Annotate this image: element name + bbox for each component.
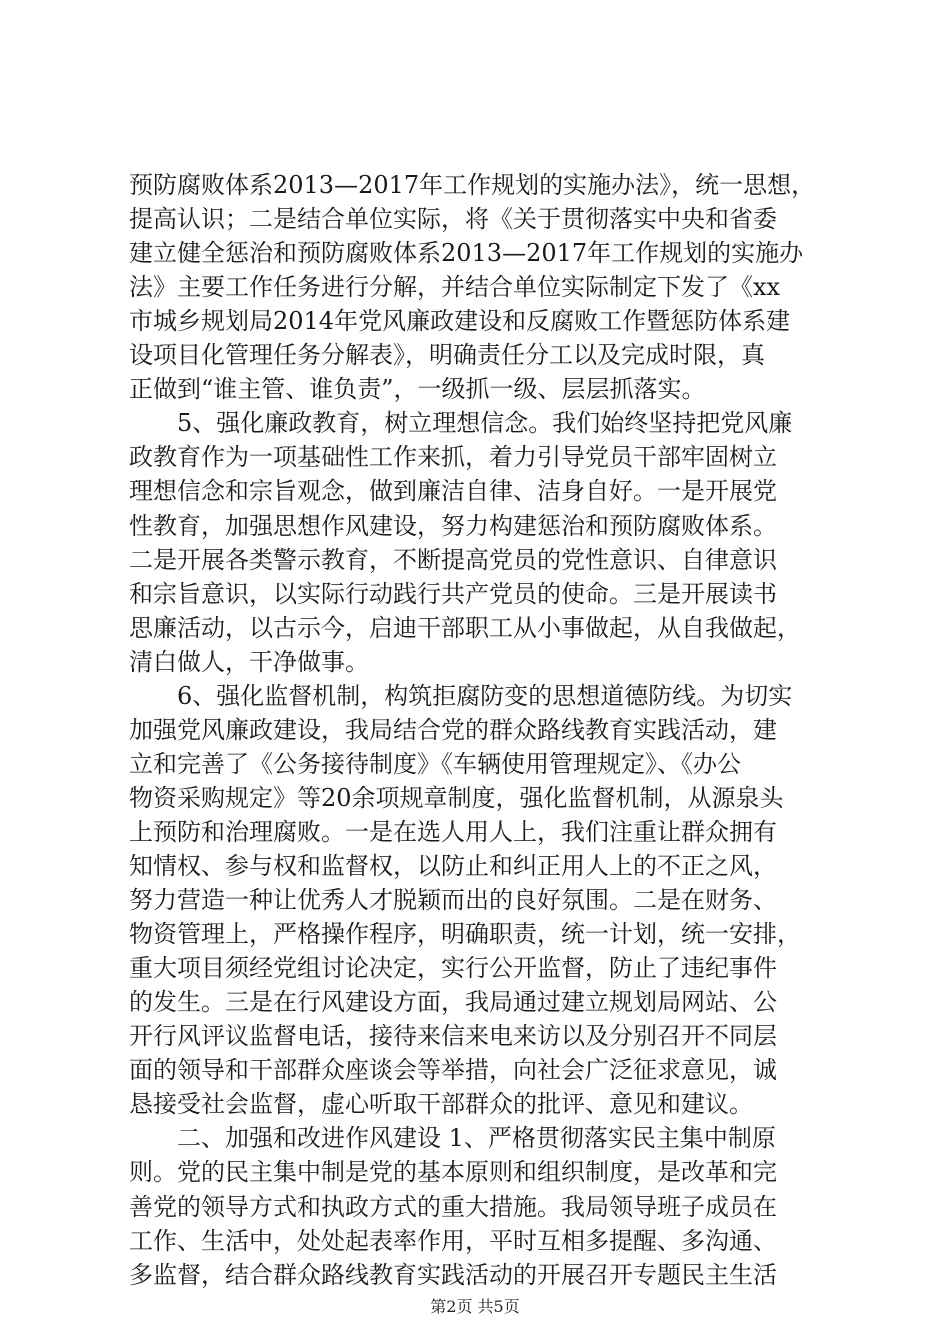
text-line: 二是开展各类警示教育，不断提高党员的党性意识、自律意识 bbox=[129, 545, 777, 574]
text-line: 市城乡规划局2014年党风廉政建设和反腐败工作暨惩防体系建 bbox=[129, 307, 791, 336]
text-line: 性教育，加强思想作风建设，努力构建惩治和预防腐败体系。 bbox=[129, 511, 777, 540]
text-line: 知情权、参与权和监督权，以防止和纠正用人上的不正之风， bbox=[129, 852, 777, 880]
text-line: 工作、生活中，处处起表率作用，平时互相多提醒、多沟通、 bbox=[129, 1226, 777, 1255]
text-line: 设项目化管理任务分解表》，明确责任分工以及完成时限，真 bbox=[129, 341, 765, 370]
text-line: 5、强化廉政教育，树立理想信念。我们始终坚持把党风廉 bbox=[129, 409, 793, 438]
text-line: 则。党的民主集中制是党的基本原则和组织制度，是改革和完 bbox=[129, 1158, 777, 1187]
text-line: 开行风评议监督电话，接待来信来电来访以及分别召开不同层 bbox=[129, 1022, 777, 1051]
text-line: 恳接受社会监督，虚心听取干部群众的批评、意见和建议。 bbox=[129, 1090, 753, 1119]
text-line: 二、加强和改进作风建设 1、严格贯彻落实民主集中制原 bbox=[129, 1124, 776, 1153]
text-line: 物资采购规定》等20余项规章制度，强化监督机制，从源泉头 bbox=[129, 783, 784, 812]
text-line: 建立健全惩治和预防腐败体系2013—2017年工作规划的实施办 bbox=[129, 239, 804, 268]
text-line: 清白做人，干净做事。 bbox=[129, 647, 369, 676]
text-line: 思廉活动，以古示今，启迪干部职工从小事做起，从自我做起， bbox=[129, 613, 801, 642]
text-line: 正做到“谁主管、谁负责”，一级抓一级、层层抓落实。 bbox=[129, 375, 706, 404]
text-line: 上预防和治理腐败。一是在选人用人上，我们注重让群众拥有 bbox=[129, 817, 777, 846]
text-line: 立和完善了《公务接待制度》《车辆使用管理规定》、《办公 bbox=[129, 749, 741, 778]
text-line: 预防腐败体系2013—2017年工作规划的实施办法》，统一思想， bbox=[129, 171, 816, 199]
text-line: 的发生。三是在行风建设方面，我局通过建立规划局网站、公 bbox=[129, 988, 777, 1017]
text-line: 重大项目须经党组讨论决定，实行公开监督，防止了违纪事件 bbox=[129, 954, 777, 983]
text-line: 面的领导和干部群众座谈会等举措，向社会广泛征求意见，诚 bbox=[129, 1056, 777, 1085]
text-line: 善党的领导方式和执政方式的重大措施。我局领导班子成员在 bbox=[129, 1192, 777, 1221]
text-line: 加强党风廉政建设，我局结合党的群众路线教育实践活动，建 bbox=[129, 715, 777, 744]
text-line: 努力营造一种让优秀人才脱颖而出的良好氛围。二是在财务、 bbox=[129, 886, 777, 915]
text-line: 6、强化监督机制，构筑拒腐防变的思想道德防线。为切实 bbox=[129, 681, 793, 710]
page-footer: 第2页 共5页 bbox=[430, 1297, 520, 1316]
text-line: 政教育作为一项基础性工作来抓，着力引导党员干部牢固树立 bbox=[129, 443, 777, 472]
text-line: 理想信念和宗旨观念，做到廉洁自律、洁身自好。一是开展党 bbox=[129, 477, 777, 506]
text-line: 和宗旨意识，以实际行动践行共产党员的使命。三是开展读书 bbox=[129, 579, 777, 608]
text-line: 法》主要工作任务进行分解，并结合单位实际制定下发了《xx bbox=[129, 273, 781, 302]
text-line: 提高认识；二是结合单位实际，将《关于贯彻落实中央和省委 bbox=[129, 205, 777, 234]
text-line: 物资管理上，严格操作程序，明确职责，统一计划，统一安排， bbox=[129, 920, 801, 949]
text-line: 多监督，结合群众路线教育实践活动的开展召开专题民主生活 bbox=[129, 1260, 777, 1289]
